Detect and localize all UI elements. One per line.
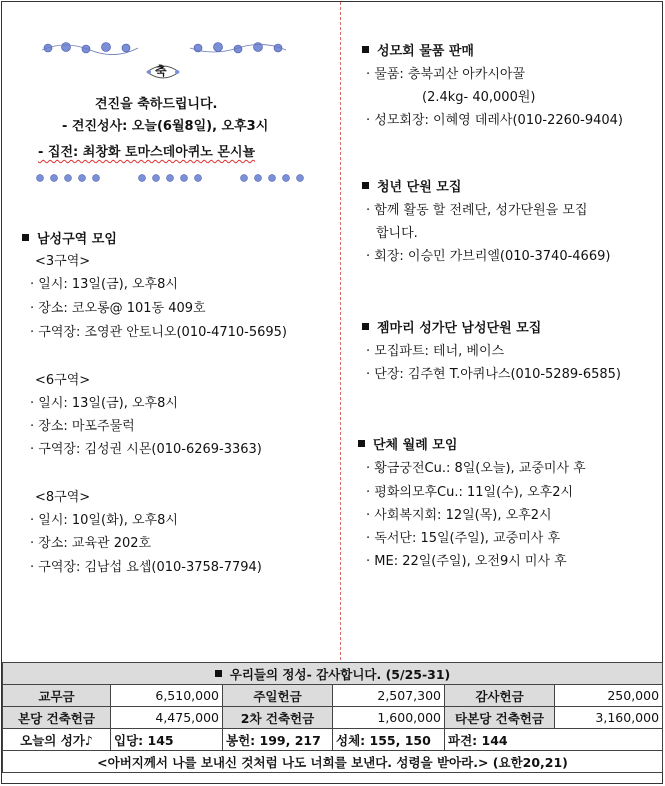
district-3-date: · 일시: 13일(금), 오후8시 — [30, 277, 178, 292]
sales-item: · 물품: 충북괴산 아카시아꿀 — [366, 67, 526, 82]
celebration-symbol: 축 — [155, 64, 167, 78]
district-6-date: · 일시: 13일(금), 오후8시 — [30, 396, 178, 411]
district-8-date: · 일시: 10일(화), 오후8시 — [30, 513, 178, 528]
groups-item-2: · 평화의모후Cu.: 11일(수), 오후2시 — [366, 485, 574, 500]
sales-contact: · 성모회장: 이혜영 데레사(010-2260-9404) — [366, 113, 623, 128]
offering-label: 2차 건축헌금 — [223, 707, 333, 729]
offering-row-1 — [3, 685, 663, 707]
district-3-place: · 장소: 코오롱@ 101동 409호 — [30, 301, 206, 316]
district-3-name: <3구역> — [35, 254, 91, 269]
hymn-recessional: 파견: 144 — [445, 729, 663, 751]
district-3-leader: · 구역장: 조영관 안토니오(010-4710-5695) — [30, 325, 287, 340]
youth-desc-1: · 함께 활동 할 전례단, 성가단원을 모집 — [366, 203, 588, 218]
offering-value: 3,160,000 — [555, 707, 663, 729]
celebrant: - 집전: 최창화 토마스데아퀴노 몬시뇰 — [38, 145, 256, 160]
flower-ornament-left-icon — [40, 38, 140, 58]
choir-heading: 젬마리 성가단 남성단원 모집 — [362, 317, 541, 336]
offering-label: 감사헌금 — [445, 685, 555, 707]
groups-item-3: · 사회복지회: 12일(목), 오후2시 — [366, 508, 552, 523]
page-title: 견진을 축하드립니다. — [95, 97, 218, 112]
confirmation-time: - 견진성사: 오늘(6월8일), 오후3시 — [62, 119, 269, 134]
hymn-label: 오늘의 성가♪ — [3, 729, 111, 751]
offering-label: 타본당 건축헌금 — [445, 707, 555, 729]
offering-value: 6,510,000 — [111, 685, 223, 707]
offering-value: 4,475,000 — [111, 707, 223, 729]
hymn-entrance: 입당: 145 — [111, 729, 223, 751]
offering-table — [2, 662, 663, 773]
offering-label: 본당 건축헌금 — [3, 707, 111, 729]
offering-row-2 — [3, 707, 663, 729]
district-8-leader: · 구역장: 김남섭 요셉(010-3758-7794) — [30, 560, 262, 575]
sales-heading: 성모회 물품 판매 — [362, 40, 474, 59]
hymn-row — [3, 729, 663, 751]
divider-ornament-icon — [30, 170, 310, 186]
sales-price: (2.4kg- 40,000원) — [422, 90, 536, 105]
flower-ornament-right-icon — [188, 38, 288, 58]
youth-heading: 청년 단원 모집 — [362, 176, 461, 195]
choir-parts: · 모집파트: 테너, 베이스 — [366, 344, 505, 359]
youth-desc-2: 합니다. — [376, 226, 418, 241]
district-6-place: · 장소: 마포주물럭 — [30, 419, 135, 434]
district-8-name: <8구역> — [35, 490, 91, 505]
district-6-leader: · 구역장: 김성권 시몬(010-6269-3363) — [30, 442, 262, 457]
offering-header-row — [3, 663, 663, 685]
hymn-communion: 성체: 155, 150 — [333, 729, 445, 751]
men-district-heading: 남성구역 모임 — [22, 228, 117, 247]
verse-row — [3, 751, 663, 773]
youth-contact: · 회장: 이승민 가브리엘(010-3740-4669) — [366, 249, 611, 264]
groups-item-5: · ME: 22일(주일), 오전9시 미사 후 — [366, 554, 567, 569]
district-8-place: · 장소: 교육관 202호 — [30, 536, 152, 551]
groups-heading: 단체 월례 모임 — [358, 434, 457, 453]
column-divider — [340, 2, 341, 660]
offering-header: 우리들의 정성- 감사합니다. (5/25-31) — [3, 663, 663, 685]
groups-item-1: · 황금궁전Cu.: 8일(오늘), 교중미사 후 — [366, 461, 586, 476]
groups-item-4: · 독서단: 15일(주일), 교중미사 후 — [366, 531, 560, 546]
choir-contact: · 단장: 김주현 T.아퀴나스(010-5289-6585) — [366, 367, 621, 382]
offering-label: 주일헌금 — [223, 685, 333, 707]
offering-label: 교무금 — [3, 685, 111, 707]
hymn-offertory: 봉헌: 199, 217 — [223, 729, 333, 751]
bible-verse: <아버지께서 나를 보내신 것처럼 나도 너희를 보낸다. 성령을 받아라.> (요한20,21) — [3, 751, 663, 773]
district-6-name: <6구역> — [35, 373, 91, 388]
offering-value: 2,507,300 — [333, 685, 445, 707]
offering-value: 1,600,000 — [333, 707, 445, 729]
offering-value: 250,000 — [555, 685, 663, 707]
